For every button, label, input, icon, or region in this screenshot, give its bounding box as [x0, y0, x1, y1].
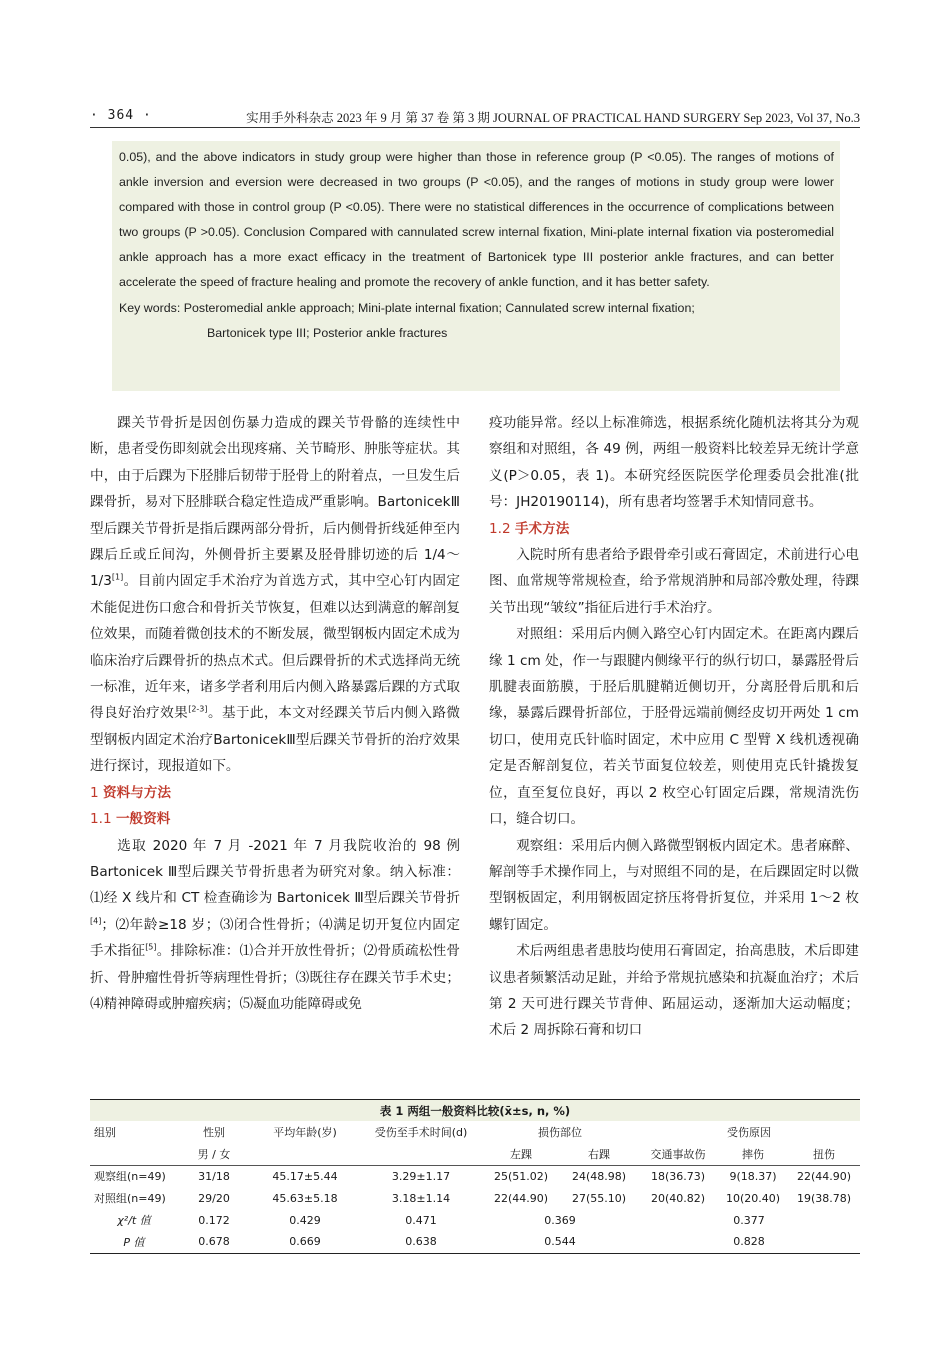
cell-p-label: P 值: [90, 1231, 178, 1253]
cell-stat-cause: 0.377: [733, 1213, 765, 1227]
english-abstract-box: [112, 141, 840, 391]
cell-p-time: 0.638: [360, 1231, 482, 1253]
cell-p-site: 0.544: [482, 1231, 638, 1253]
abstract-text: 0.05), and the above indicators in study group were higher than those in reference group (P <0.05). The ranges of motions of ankle inversion and eversion were decreased in two groups (P <0.05), and the ranges of motions in study group were lower compared with those in control group (P <0.05). There were no statistical differences in the occurrence of complications between two groups (P >0.05). Conclusion Compared with cannulated screw internal fixation, Mini-plate internal fixation via posteromedial ankle approach has a more exact efficacy in the treatment of Bartonicek type III posterior ankle fractures, and can better accelerate the speed of fracture healing and promote the recovery of ankle function, and it has better safety.: [119, 150, 834, 290]
cell-group: 对照组(n=49): [94, 1192, 166, 1205]
intro-paragraph: [90, 410, 460, 780]
cell-time: 3.29±1.17: [391, 1169, 451, 1183]
observation-group-paragraph: 观察组：采用后内侧入路微型钢板内固定术。患者麻醉、解剖等手术操作同上，与对照组不同的是，在后踝固定时以微型钢板固定，利用钢板固定挤压将骨折复位，并采用 1～2 枚螺钉固定。: [489, 837, 859, 933]
th-group: 组别: [94, 1126, 116, 1139]
table-row-stat: [90, 1209, 860, 1231]
left-column: [90, 410, 460, 1017]
cell-stat-time: 0.471: [405, 1213, 437, 1227]
surgery-prep-paragraph: 入院时所有患者给予跟骨牵引或石膏固定，术前进行心电图、血常规等常规检查，给予常规消肿和局部冷敷处理，待踝关节出现“皱纹”指征后进行手术治疗。: [489, 547, 859, 616]
section-1-2-number: 1.2: [489, 520, 511, 537]
table-row-observation: [90, 1165, 860, 1187]
table-row-control: [90, 1187, 860, 1209]
cell-stat-site: 0.369: [544, 1213, 576, 1227]
section-1-2-heading: [489, 516, 859, 542]
section-1-1-title: 一般资料: [115, 811, 171, 828]
cell-fall: 9(18.37): [729, 1169, 777, 1183]
th2-empty-0: [90, 1143, 178, 1165]
cell-age: 45.17±5.44: [272, 1169, 338, 1183]
general-data-paragraph: [90, 833, 460, 1018]
keywords-line-2: Bartonicek type III; Posterior ankle fractures: [207, 325, 448, 340]
cell-sex: 29/20: [198, 1191, 230, 1205]
journal-running-head: 实用手外科杂志 2023 年 9 月 第 37 卷 第 3 期 JOURNAL OF PRACTICAL HAND SURGERY Sep 2023, Vol 37, No.3: [246, 111, 860, 125]
ref-5: [5]: [145, 942, 157, 952]
table-title: 表 1 两组一般资料比较(x̄±s, n, %): [90, 1099, 860, 1121]
th-site: 损伤部位: [538, 1126, 582, 1139]
cell-stat-sex: 0.172: [198, 1213, 230, 1227]
cell-sprain: 19(38.78): [796, 1191, 852, 1205]
table-row-p: [90, 1231, 860, 1253]
postop-paragraph: 术后两组患者患肢均使用石膏固定，抬高患肢，术后即建议患者频繁活动足趾，并给予常规抗感染和抗凝血治疗；术后第 2 天可进行踝关节背伸、跖屈运动，逐渐加大运动幅度；术后 2 周拆除石膏和切口: [489, 943, 859, 1039]
cell-p-age: 0.669: [250, 1231, 360, 1253]
cell-stat-label: χ²/t 值: [117, 1214, 151, 1227]
ref-2-3: [2-3]: [188, 704, 208, 714]
intro-text-2: 。目前内固定手术治疗为首选方式，其中空心钉内固定术能促进伤口愈合和骨折关节恢复，但难以达到满意的解剖复位效果，而随着微创技术的不断发展，微型钢板内固定术成为临床治疗后踝骨折的热点术式。但后踝骨折的术式选择尚无统一标准，近年来，诸多学者利用后内侧入路暴露后踝的方式取得良好治疗效果: [90, 573, 460, 722]
cell-stat-age: 0.429: [289, 1213, 321, 1227]
th-fall: 摔伤: [718, 1143, 788, 1165]
cell-traffic: 18(36.73): [650, 1169, 706, 1183]
cell-left: 25(51.02): [493, 1169, 549, 1183]
cell-right: 27(55.10): [571, 1191, 627, 1205]
th-right-ankle: 右踝: [560, 1143, 638, 1165]
th-age: 平均年龄(岁): [273, 1126, 337, 1139]
continued-paragraph: 疫功能异常。经以上标准筛选，根据系统化随机法将其分为观察组和对照组，各 49 例，两组一般资料比较差异无统计学意义(P＞0.05，表 1)。本研究经医院医学伦理委员会批准(批号：JH20190114)，所有患者均签署手术知情同意书。: [489, 415, 859, 511]
cell-p-sex: 0.678: [178, 1231, 250, 1253]
th-left-ankle: 左踝: [482, 1143, 560, 1165]
intro-text-1: 踝关节骨折是因创伤暴力造成的踝关节骨骼的连续性中断，患者受伤即刻就会出现疼痛、关节畸形、肿胀等症状。其中，由于后踝为下胫腓后韧带于胫骨上的附着点，一旦发生后踝骨折，易对下胫腓联合稳定性造成严重影响。BartonicekⅢ型后踝关节骨折是指后踝两部分骨折，后内侧骨折线延伸至内踝后丘或丘间沟，外侧骨折主要累及胫骨腓切迹的后 1/4～1/3: [90, 415, 460, 590]
cell-fall: 10(20.40): [725, 1191, 781, 1205]
table-header-row-2: [90, 1143, 860, 1165]
cell-time: 3.18±1.14: [391, 1191, 451, 1205]
cell-age: 45.63±5.18: [272, 1191, 338, 1205]
cell-sprain: 22(44.90): [796, 1169, 852, 1183]
control-group-paragraph: 对照组：采用后内侧入路空心钉内固定术。在距离内踝后缘 1 cm 处，作一与跟腱内侧缘平行的纵行切口，暴露胫骨后肌腱表面筋膜，于胫后肌腱鞘近侧切开，分离胫骨后肌和后缘，暴露后踝骨折部位，于胫骨远端前侧经皮切开两处 1 cm 切口，使用克氏针临时固定，术中应用 C 型臂 X 线机透视确定是否解剖复位，若关节面复位较差，则使用克氏针撬拨复位，直至复位良好，再以 2 枚空心钉固定后踝，常规清洗伤口，缝合切口。: [489, 626, 859, 828]
table-header-row-1: [90, 1121, 860, 1143]
page-number: · 364 ·: [90, 108, 152, 123]
general-data-text-1: 选取 2020 年 7 月 -2021 年 7 月我院收治的 98 例 Bartonicek Ⅲ型后踝关节骨折患者为研究对象。纳入标准：⑴经 X 线片和 CT 检查确诊为 Bartonicek Ⅲ型后踝关节骨折: [90, 837, 460, 907]
cell-traffic: 20(40.82): [650, 1191, 706, 1205]
ref-4: [4]: [90, 916, 102, 926]
th2-empty-2: [250, 1143, 360, 1165]
cell-left: 22(44.90): [493, 1191, 549, 1205]
th-cause: 受伤原因: [727, 1126, 771, 1139]
th-time: 受伤至手术时间(d): [374, 1126, 468, 1139]
section-1-1-number: 1.1: [90, 811, 112, 828]
th-traffic: 交通事故伤: [638, 1143, 718, 1165]
cell-sex: 31/18: [198, 1169, 230, 1183]
ref-1: [1]: [111, 572, 124, 582]
table-1: [90, 1099, 860, 1254]
cell-p-cause: 0.828: [638, 1231, 860, 1253]
general-data-text-3: 。排除标准：⑴合并开放性骨折；⑵骨质疏松性骨折、骨肿瘤性骨折等病理性骨折；⑶既往存在踝关节手术史；⑷精神障碍或肿瘤疾病；⑸凝血功能障碍或免: [90, 943, 461, 1012]
section-1-number: 1: [90, 784, 99, 801]
intro-text-3: 。基于此，本文对经踝关节后内侧入路微型钢板内固定术治疗BartonicekⅢ型后踝关节骨折的治疗效果进行探讨，现报道如下。: [90, 705, 461, 775]
cell-right: 24(48.98): [571, 1169, 627, 1183]
th-sex-mf: 男 / 女: [178, 1143, 250, 1165]
th-sex: 性别: [203, 1126, 225, 1139]
th2-empty-3: [360, 1143, 482, 1165]
general-data-text-2: ；⑵年龄≥18 岁；⑶闭合性骨折；⑷满足切开复位内固定手术指征: [90, 916, 460, 960]
page-header: [90, 104, 860, 128]
section-1-1-heading: [90, 806, 460, 832]
th-sprain: 扭伤: [788, 1143, 860, 1165]
section-1-title: 资料与方法: [102, 784, 171, 801]
table-body: [90, 1121, 860, 1254]
cell-group: 观察组(n=49): [94, 1170, 166, 1184]
section-1-2-title: 手术方法: [514, 520, 570, 537]
right-column: [489, 410, 859, 1044]
section-1-heading: [90, 780, 460, 806]
keywords-line-1: Key words: Posteromedial ankle approach; Mini-plate internal fixation; Cannulated screw internal fixation;: [119, 300, 695, 315]
